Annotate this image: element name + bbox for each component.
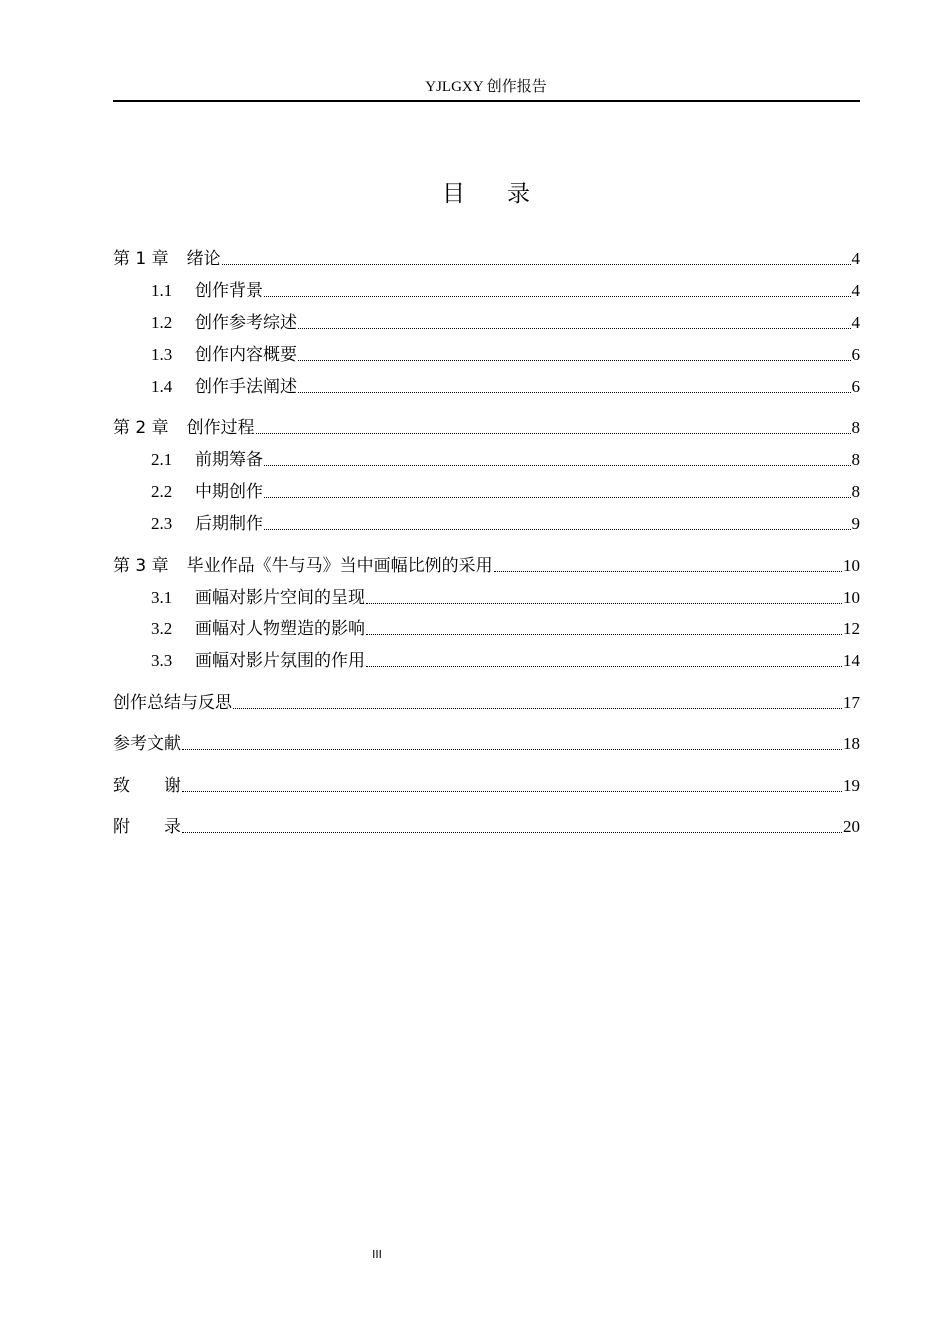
toc-chapter-entry[interactable] (113, 246, 860, 270)
dot-leader (298, 344, 851, 366)
toc-entry-label: 创作总结与反思 (113, 693, 232, 713)
toc-entry-label: 画幅对影片氛围的作用 (195, 651, 365, 670)
toc-entry-label: 参考文献 (113, 734, 181, 754)
toc-entry-label: 创作手法阐述 (195, 377, 297, 396)
toc-entry-number: 2.2 (151, 482, 173, 501)
toc-entry-number: 3.3 (151, 651, 173, 670)
toc-entry-page: 4 (851, 249, 860, 268)
dot-leader (233, 692, 842, 714)
toc-entry-page: 10 (843, 588, 860, 607)
dot-leader (264, 449, 851, 471)
toc-entry-page: 9 (851, 514, 860, 533)
dot-leader (222, 248, 851, 270)
toc-entry-page: 6 (851, 377, 860, 396)
toc-entry-number: 1.3 (151, 345, 173, 364)
toc-section-entry[interactable] (113, 585, 860, 609)
toc-entry-label: 创作内容概要 (195, 345, 297, 364)
toc-entry-page: 8 (851, 450, 860, 469)
dot-leader (298, 376, 851, 398)
toc-entry-label: 创作过程 (186, 418, 255, 438)
dot-leader (366, 650, 842, 672)
toc-entry-label: 中期创作 (195, 482, 263, 501)
toc-entry-number: 3.1 (151, 588, 173, 607)
toc-entry-page: 4 (851, 281, 860, 300)
toc-entry-label: 画幅对人物塑造的影响 (195, 619, 365, 638)
toc-section-entry[interactable] (113, 310, 860, 334)
toc-chapter-entry[interactable] (113, 814, 860, 838)
toc-title-char-1: 目 (442, 181, 465, 207)
toc-entry-label: 绪论 (186, 249, 221, 269)
toc-section-entry[interactable] (113, 447, 860, 471)
toc-entry-number: 1.2 (151, 313, 173, 332)
toc-entry-label: 附 录 (113, 817, 181, 837)
dot-leader (264, 481, 851, 503)
toc-entry-label: 前期筹备 (195, 450, 263, 469)
toc-entry-label: 致 谢 (113, 776, 181, 796)
toc-entry-label: 创作背景 (195, 281, 263, 300)
toc-entry-number: 2.3 (151, 514, 173, 533)
toc-entry-page: 14 (843, 651, 860, 670)
toc-entry-page: 6 (851, 345, 860, 364)
toc-chapter-entry[interactable] (113, 415, 860, 439)
dot-leader (264, 513, 851, 535)
toc-entry-number: 第 2 章 (113, 418, 169, 438)
toc-chapter-entry[interactable] (113, 553, 860, 577)
toc-entry-number: 1.4 (151, 377, 173, 396)
toc-section-entry[interactable] (113, 648, 860, 672)
toc-entry-page: 18 (843, 734, 860, 753)
page-number: III (372, 1248, 382, 1261)
toc-entry-page: 19 (843, 776, 860, 795)
toc-entry-page: 12 (843, 619, 860, 638)
dot-leader (366, 618, 842, 640)
toc-section-entry[interactable] (113, 278, 860, 302)
toc-title (0, 178, 950, 210)
header-rule (113, 100, 860, 102)
toc-section-entry[interactable] (113, 479, 860, 503)
toc-entry-page: 10 (843, 556, 860, 575)
dot-leader (256, 417, 851, 439)
dot-leader (182, 733, 842, 755)
dot-leader (494, 555, 842, 577)
toc-title-char-2: 录 (507, 181, 530, 207)
toc-entry-label: 毕业作品《牛与马》当中画幅比例的采用 (186, 556, 493, 576)
toc-entry-page: 8 (851, 482, 860, 501)
toc-entry-label: 画幅对影片空间的呈现 (195, 588, 365, 607)
dot-leader (182, 775, 842, 797)
toc-chapter-entry[interactable] (113, 731, 860, 755)
dot-leader (264, 280, 851, 302)
toc-section-entry[interactable] (113, 511, 860, 535)
toc-entry-number: 第 1 章 (113, 249, 169, 269)
toc-entry-page: 4 (851, 313, 860, 332)
toc-section-entry[interactable] (113, 374, 860, 398)
toc-entry-number: 1.1 (151, 281, 173, 300)
running-header: YJLGXY 创作报告 (425, 79, 547, 95)
toc-entry-label: 后期制作 (195, 514, 263, 533)
toc-entry-page: 8 (851, 418, 860, 437)
toc-section-entry[interactable] (113, 342, 860, 366)
toc-entry-label: 创作参考综述 (195, 313, 297, 332)
toc-entry-number: 2.1 (151, 450, 173, 469)
dot-leader (366, 587, 842, 609)
dot-leader (182, 816, 842, 838)
toc-section-entry[interactable] (113, 616, 860, 640)
toc-chapter-entry[interactable] (113, 690, 860, 714)
toc-entry-number: 第 3 章 (113, 556, 169, 576)
toc-entry-number: 3.2 (151, 619, 173, 638)
toc-entry-page: 17 (843, 693, 860, 712)
toc-chapter-entry[interactable] (113, 773, 860, 797)
toc-entry-page: 20 (843, 817, 860, 836)
dot-leader (298, 312, 851, 334)
